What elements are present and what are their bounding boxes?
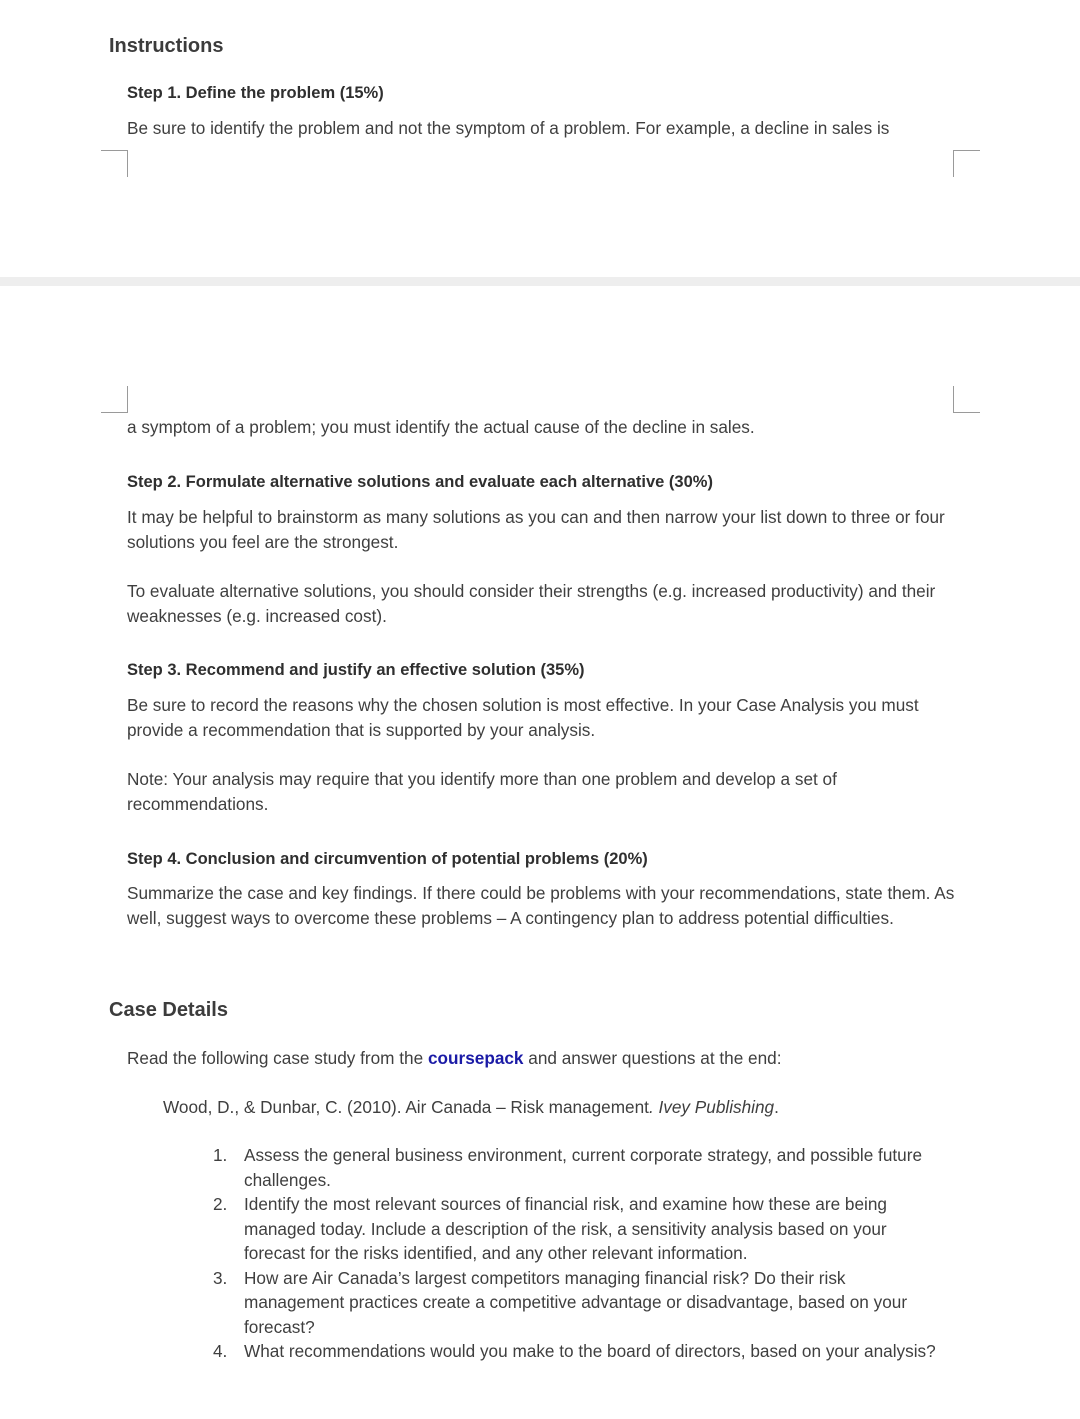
list-item <box>213 1339 948 1364</box>
case-questions-list <box>213 1143 948 1364</box>
step-3-paragraph: Note: Your analysis may require that you identify more than one problem and develop a set of recommendations. <box>127 769 837 814</box>
list-item-text: Assess the general business environment, current corporate strategy, and possible future challenges. <box>244 1145 922 1190</box>
page-corner-marker <box>953 386 980 413</box>
coursepack-link[interactable]: coursepack <box>427 1048 524 1068</box>
list-item-number: 1. <box>213 1145 228 1165</box>
intro-text-before: Read the following case study from the <box>127 1048 428 1068</box>
step-2-title: Step 2. Formulate alternative solutions and evaluate each alternative (30%) <box>127 473 713 491</box>
citation-end: . <box>774 1097 779 1117</box>
list-item-number: 2. <box>213 1194 228 1214</box>
citation-main: Wood, D., & Dunbar, C. (2010). Air Canada – Risk management <box>163 1097 649 1117</box>
step-4-title: Step 4. Conclusion and circumvention of potential problems (20%) <box>127 850 648 868</box>
citation-publisher: Ivey Publishing <box>653 1097 775 1117</box>
list-item <box>213 1143 948 1192</box>
case-details-heading: Case Details <box>109 999 228 1021</box>
step-1-text-part2: a symptom of a problem; you must identify the actual cause of the decline in sales. <box>127 417 755 437</box>
list-item-number: 3. <box>213 1267 228 1288</box>
step-2-paragraph: To evaluate alternative solutions, you should consider their strengths (e.g. increased productivity) and their weaknesses (e.g. increased cost). <box>127 581 936 626</box>
page-corner-marker <box>953 150 980 177</box>
list-item <box>213 1266 948 1340</box>
page-corner-marker <box>101 150 128 177</box>
step-2-paragraph: It may be helpful to brainstorm as many solutions as you can and then narrow your list down to three or four solutions you feel are the strongest. <box>127 507 945 552</box>
list-item-text: Identify the most relevant sources of financial risk, and examine how these are being managed today. Include a description of the risk, a sensitivity analysis based on your forecast for the risks identified, and any other relevant information. <box>244 1194 887 1263</box>
step-4-paragraph: Summarize the case and key findings. If there could be problems with your recommendations, state them. As well, suggest ways to overcome these problems – A contingency plan to address potential difficulties. <box>127 883 955 928</box>
page-break <box>0 277 1080 286</box>
list-item-text: What recommendations would you make to the board of directors, based on your analysis? <box>244 1341 936 1361</box>
list-item-number: 4. <box>213 1341 228 1361</box>
step-1-text-part1: Be sure to identify the problem and not the symptom of a problem. For example, a decline in sales is <box>127 118 890 138</box>
step-3-title: Step 3. Recommend and justify an effective solution (35%) <box>127 661 585 679</box>
list-item-text: How are Air Canada’s largest competitors managing financial risk? Do their risk management practices create a competitive advantage or disadvantage, based on your forecast? <box>244 1267 908 1337</box>
citation-period: . <box>648 1097 654 1117</box>
step-3-paragraph: Be sure to record the reasons why the chosen solution is most effective. In your Case Analysis you must provide a recommendation that is supported by your analysis. <box>127 695 919 740</box>
page-corner-marker <box>101 386 128 413</box>
case-citation <box>163 1095 963 1120</box>
list-item <box>213 1192 948 1266</box>
instructions-heading: Instructions <box>109 35 224 57</box>
intro-text-after: and answer questions at the end: <box>523 1048 782 1068</box>
case-details-intro <box>127 1046 957 1071</box>
step-1-title: Step 1. Define the problem (15%) <box>127 84 384 102</box>
